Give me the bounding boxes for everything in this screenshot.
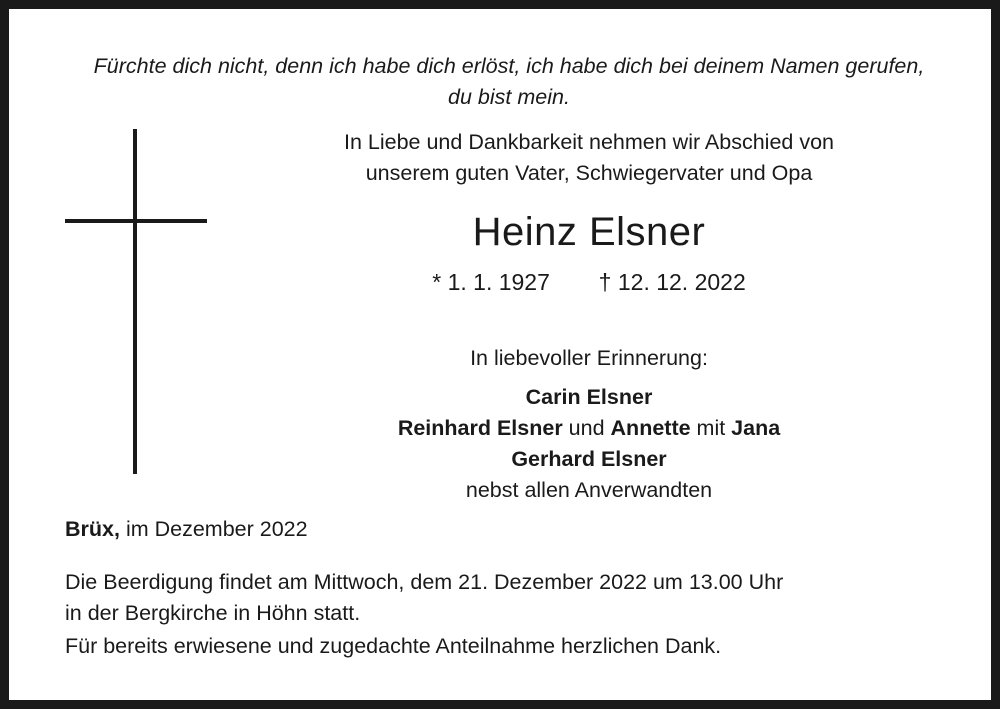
deceased-name: Heinz Elsner (472, 210, 706, 254)
cross-horizontal-bar (65, 219, 207, 223)
survivor-conjunction: und (562, 416, 611, 440)
christian-cross-icon (65, 129, 215, 474)
place-city: Brüx, (65, 517, 120, 541)
survivor-line (219, 382, 959, 413)
main-text-column (219, 127, 959, 506)
memory-heading: In liebevoller Erinnerung: (470, 346, 708, 370)
place-date: im Dezember 2022 (119, 517, 308, 541)
survivor-line (219, 444, 959, 475)
verse-block (69, 51, 949, 113)
verse-line-1: Fürchte dich nicht, denn ich habe dich erlöst, ich habe dich bei deinem Namen gerufen, (93, 54, 925, 78)
funeral-details (65, 567, 945, 629)
survivor-name: Jana (731, 416, 781, 440)
verse-line-2: du bist mein. (448, 85, 570, 109)
death-symbol: † (598, 269, 612, 295)
survivor-name: Annette (610, 416, 691, 440)
survivor-name: Reinhard Elsner (397, 416, 563, 440)
birth-symbol: * (432, 269, 442, 295)
cross-vertical-bar (133, 129, 137, 474)
intro-line-2: unserem guten Vater, Schwiegervater und Opa (365, 161, 813, 185)
intro-line-1: In Liebe und Dankbarkeit nehmen wir Abschied von (343, 130, 835, 154)
funeral-line-2: in der Bergkirche in Höhn statt. (65, 601, 361, 625)
death-date: 12. 12. 2022 (617, 269, 746, 295)
place-and-date (65, 514, 308, 544)
survivor-line (219, 413, 959, 444)
survivor-conjunction: mit (690, 416, 732, 440)
survivor-name: Gerhard Elsner (511, 447, 667, 471)
obituary-content (9, 9, 991, 700)
funeral-line-1: Die Beerdigung findet am Mittwoch, dem 21. Dezember 2022 um 13.00 Uhr (65, 570, 784, 594)
birth-date: 1. 1. 1927 (447, 269, 550, 295)
survivor-name: Carin Elsner (525, 385, 653, 409)
intro-block (219, 127, 959, 189)
relatives-line: nebst allen Anverwandten (465, 478, 713, 502)
thanks-note: Für bereits erwiesene und zugedachte Anteilnahme herzlichen Dank. (65, 634, 722, 658)
survivors-list (219, 382, 959, 506)
life-dates (219, 267, 959, 297)
